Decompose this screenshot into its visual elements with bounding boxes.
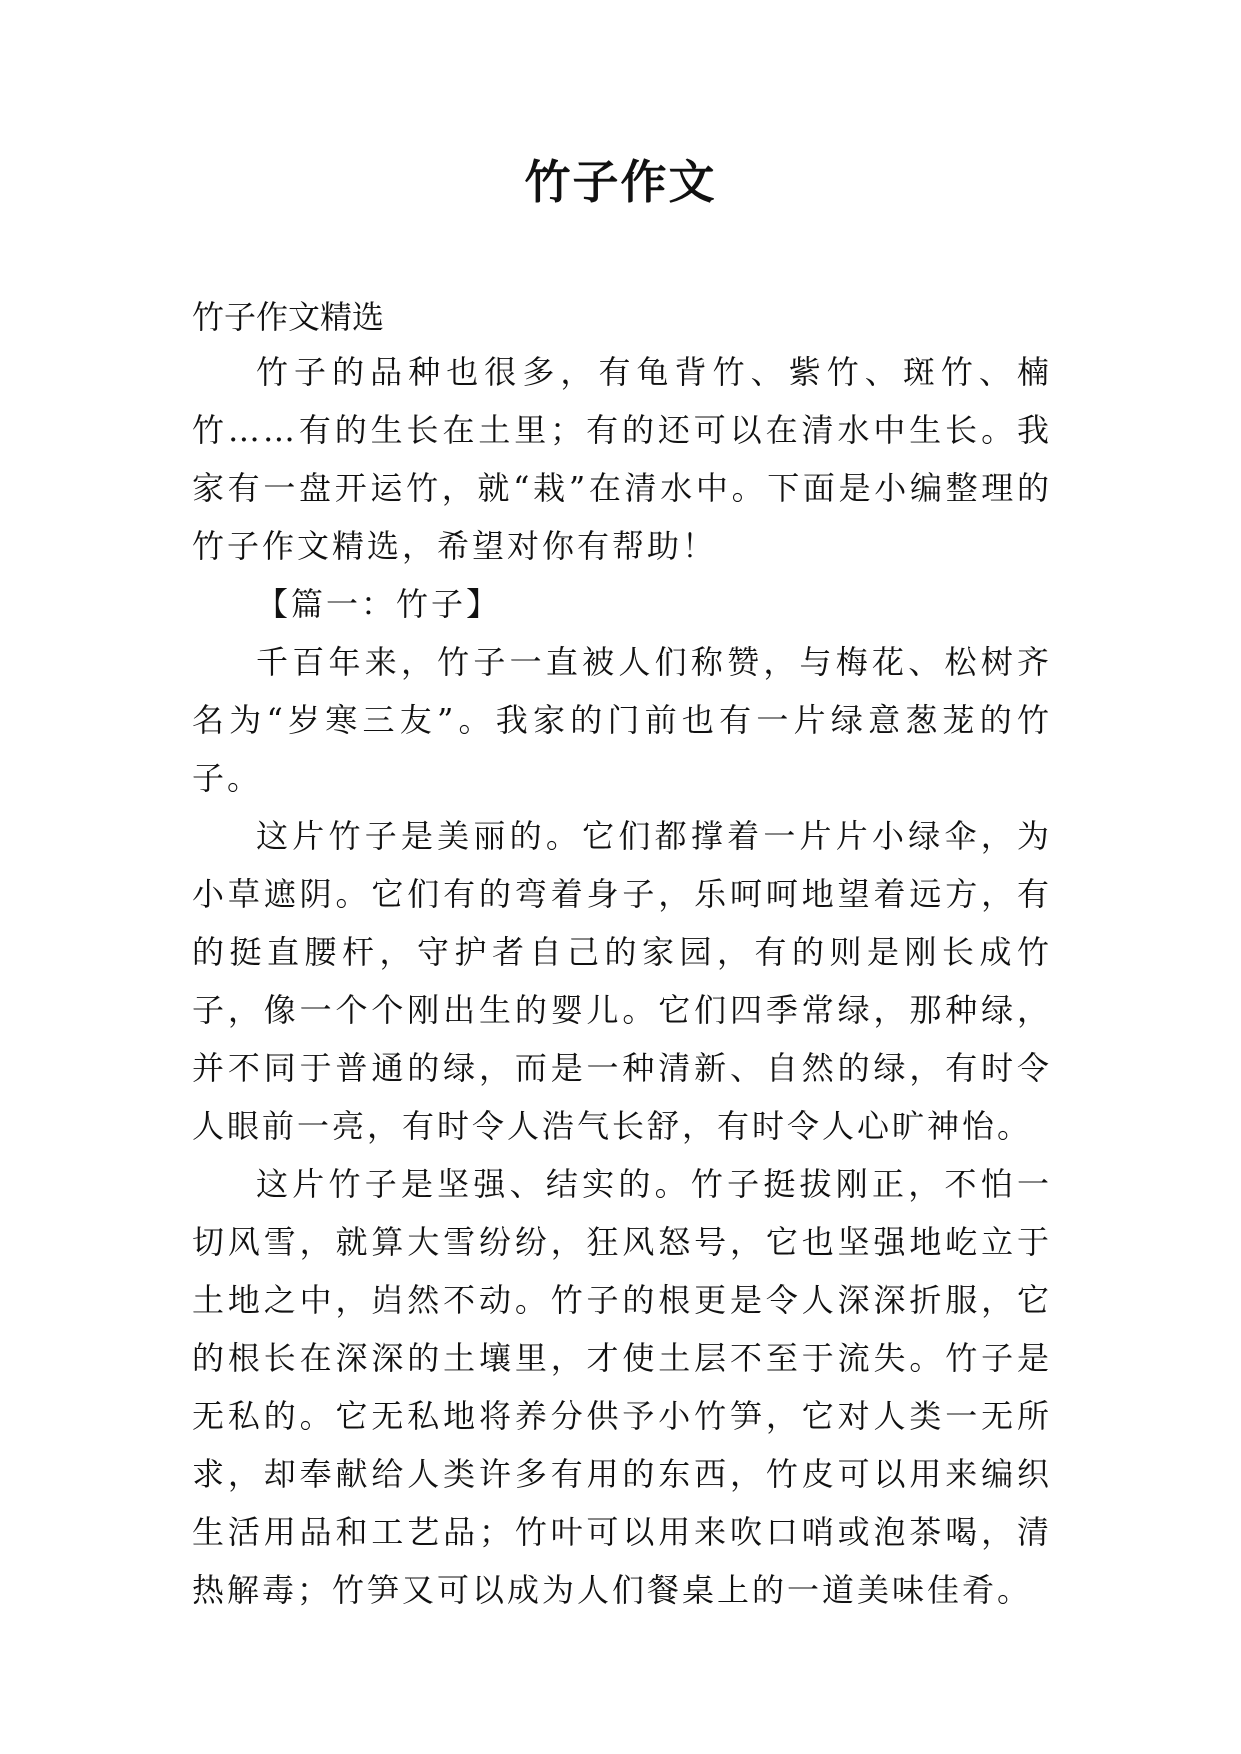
document-body xyxy=(192,343,1052,1619)
paragraph: 千百年来，竹子一直被人们称赞，与梅花、松树齐名为“岁寒三友”。我家的门前也有一片绿意葱茏的竹子。 xyxy=(192,643,1052,797)
paragraph: 这片竹子是坚强、结实的。竹子挺拔刚正，不怕一切风雪，就算大雪纷纷，狂风怒号，它也坚强地屹立于土地之中，岿然不动。竹子的根更是令人深深折服，它的根长在深深的土壤里，才使土层不至于流失。竹子是无私的。它无私地将养分供予小竹笋，它对人类一无所求，却奉献给人类许多有用的东西，竹皮可以用来编织生活用品和工艺品；竹叶可以用来吹口哨或泡茶喝，清热解毒；竹笋又可以成为人们餐桌上的一道美味佳肴。 xyxy=(192,1165,1052,1609)
paragraph-intro: 竹子的品种也很多，有龟背竹、紫竹、斑竹、楠竹……有的生长在土里；有的还可以在清水中生长。我家有一盘开运竹，就“栽”在清水中。下面是小编整理的竹子作文精选，希望对你有帮助！ xyxy=(192,353,1052,565)
document-subtitle: 竹子作文精选 xyxy=(192,298,385,336)
page-title: 竹子作文 xyxy=(524,155,717,209)
section-heading: 【篇一：竹子】 xyxy=(256,585,502,623)
paragraph: 这片竹子是美丽的。它们都撑着一片片小绿伞，为小草遮阴。它们有的弯着身子，乐呵呵地望着远方，有的挺直腰杆，守护者自己的家园，有的则是刚长成竹子，像一个个刚出生的婴儿。它们四季常绿，那种绿，并不同于普通的绿，而是一种清新、自然的绿，有时令人眼前一亮，有时令人浩气长舒，有时令人心旷神怡。 xyxy=(192,817,1052,1145)
